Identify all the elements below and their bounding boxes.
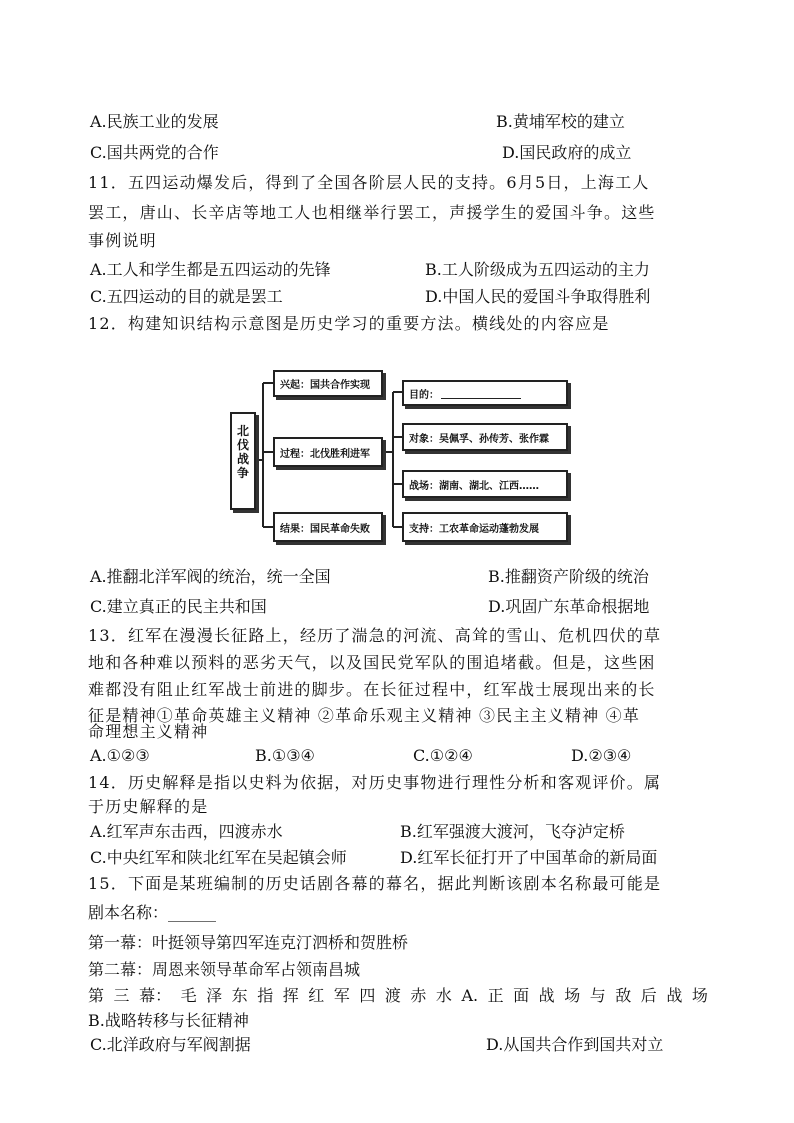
- q13-option-a: A.①②③: [90, 746, 150, 765]
- q14-option-c: C.中央红军和陕北红军在吴起镇会师: [90, 848, 347, 867]
- act3-char: 军: [333, 986, 350, 1005]
- act3-char: 毛: [180, 986, 197, 1005]
- diagram-box-rise-label: 兴起：国共合作实现: [280, 380, 370, 391]
- q12-option-c: C.建立真正的民主共和国: [90, 597, 267, 616]
- act3-char: 泽: [206, 986, 223, 1005]
- q12-option-d: D.巩固广东革命根据地: [488, 597, 650, 616]
- answer-blank: [441, 388, 521, 399]
- q11-stem-line1: 11．五四运动爆发后，得到了全国各阶层人民的支持。6月5日，上海工人: [88, 173, 650, 192]
- q15-act-1: 第一幕：叶挺领导第四军连克汀泗桥和贺胜桥: [88, 933, 409, 952]
- q13-option-c: C.①②④: [413, 746, 473, 765]
- act3-char: 场: [564, 986, 581, 1005]
- act3-char: 与: [589, 986, 606, 1005]
- q11-option-d: D.中国人民的爱国斗争取得胜利: [425, 287, 651, 306]
- q10-option-a: A.民族工业的发展: [90, 112, 219, 131]
- diagram-box-target-label: 目的：: [409, 389, 439, 401]
- q15-option-d: D.从国共合作到国共对立: [486, 1035, 664, 1054]
- diagram-box-support: [402, 512, 568, 542]
- q14-stem-line2: 于历史解释的是: [88, 797, 209, 816]
- diagram-box-object: [402, 423, 568, 451]
- diagram-box-battle-label: 战场：湖南、湖北、江西……: [409, 480, 539, 492]
- q12-stem-line1: 12．构建知识结构示意图是历史学习的重要方法。横线处的内容应是: [88, 314, 610, 333]
- q13-option-b: B.①③④: [255, 746, 315, 765]
- q10-option-d: D.国民政府的成立: [502, 143, 632, 162]
- diagram-box-result-label: 结果：国民革命失败: [280, 523, 370, 535]
- q15-act-3-line: [88, 986, 708, 1006]
- act3-char: 东: [231, 986, 248, 1005]
- q14-option-b: B.红军强渡大渡河，飞夺泸定桥: [400, 822, 625, 841]
- q11-stem-line3: 事例说明: [88, 231, 157, 250]
- q11-option-a: A.工人和学生都是五四运动的先锋: [90, 260, 331, 279]
- q15-stem-line1: 15．下面是某班编制的历史话剧各幕的幕名，据此判断该剧本名称最可能是: [88, 874, 662, 893]
- q15-option-b: B.战略转移与长征精神: [88, 1011, 249, 1030]
- act3-char: 水: [435, 986, 452, 1005]
- q12-option-b: B.推翻资产阶级的统治: [488, 567, 649, 586]
- diagram-box-rise: [273, 370, 383, 397]
- diagram-box-target: [402, 380, 568, 406]
- diagram-box-process: [273, 437, 383, 467]
- act3-char: 第: [88, 986, 105, 1005]
- act3-char: 四: [359, 986, 376, 1005]
- q10-option-c: C.国共两党的合作: [90, 143, 219, 162]
- act3-char: 渡: [384, 986, 401, 1005]
- q13-stem-line4: 征是精神①革命英雄主义精神 ②革命乐观主义精神 ③民主主义精神 ④革: [88, 706, 641, 725]
- q15-option-c: C.北洋政府与军阀割据: [90, 1035, 251, 1054]
- diagram-box-support-label: 支持：工农革命运动蓬勃发展: [409, 523, 539, 535]
- act3-char: 三: [113, 986, 130, 1005]
- q14-stem-line1: 14．历史解释是指以史料为依据，对历史事物进行理性分析和客观评价。属: [88, 773, 662, 792]
- q15-act-2: 第二幕：周恩来领导革命军占领南昌城: [88, 960, 361, 979]
- act3-char: 面: [513, 986, 530, 1005]
- act3-char: 场: [691, 986, 708, 1005]
- q13-stem-line5: 命理想主义精神: [88, 722, 209, 741]
- diagram-box-battle: [402, 470, 568, 498]
- diagram-box-object-label: 对象：吴佩孚、孙传芳、张作霖: [409, 433, 549, 445]
- q11-option-b: B.工人阶级成为五四运动的主力: [425, 260, 650, 279]
- q10-option-b: B.黄埔军校的建立: [496, 112, 625, 131]
- diagram-box-process-label: 过程：北伐胜利进军: [280, 448, 370, 460]
- q13-option-d: D.②③④: [571, 746, 632, 765]
- q13-stem-line1: 13．红军在漫漫长征路上，经历了湍急的河流、高耸的雪山、危机四伏的草: [88, 626, 662, 645]
- act3-char: 挥: [282, 986, 299, 1005]
- diagram-title: 北伐战争: [237, 424, 250, 480]
- q15-script-name: 剧本名称：______: [88, 903, 217, 922]
- act3-char: 战: [666, 986, 683, 1005]
- act3-char: 指: [257, 986, 274, 1005]
- q13-stem-line2: 地和各种难以预料的恶劣天气，以及国民党军队的围追堵截。但是，这些困: [88, 653, 656, 672]
- act3-char: 敌: [615, 986, 632, 1005]
- act3-char: 红: [308, 986, 325, 1005]
- act3-char: 正: [487, 986, 504, 1005]
- q11-option-c: C.五四运动的目的就是罢工: [90, 287, 283, 306]
- act3-char: 后: [640, 986, 657, 1005]
- act3-char: 幕：: [139, 986, 172, 1005]
- q13-stem-line3: 难都没有阻止红军战士前进的脚步。在长征过程中，红军战士展现出来的长: [88, 680, 656, 699]
- q14-option-d: D.红军长征打开了中国革命的新局面: [400, 848, 658, 867]
- act3-char: 战: [538, 986, 555, 1005]
- diagram-box-result: [273, 512, 383, 542]
- q14-option-a: A.红军声东击西，四渡赤水: [90, 822, 283, 841]
- q11-stem-line2: 罢工，唐山、长辛店等地工人也相继举行罢工，声援学生的爱国斗争。这些: [88, 203, 656, 222]
- q15-option-a-prefix: A.: [461, 986, 479, 1005]
- q12-option-a: A.推翻北洋军阀的统治，统一全国: [90, 567, 331, 586]
- act3-char: 赤: [410, 986, 427, 1005]
